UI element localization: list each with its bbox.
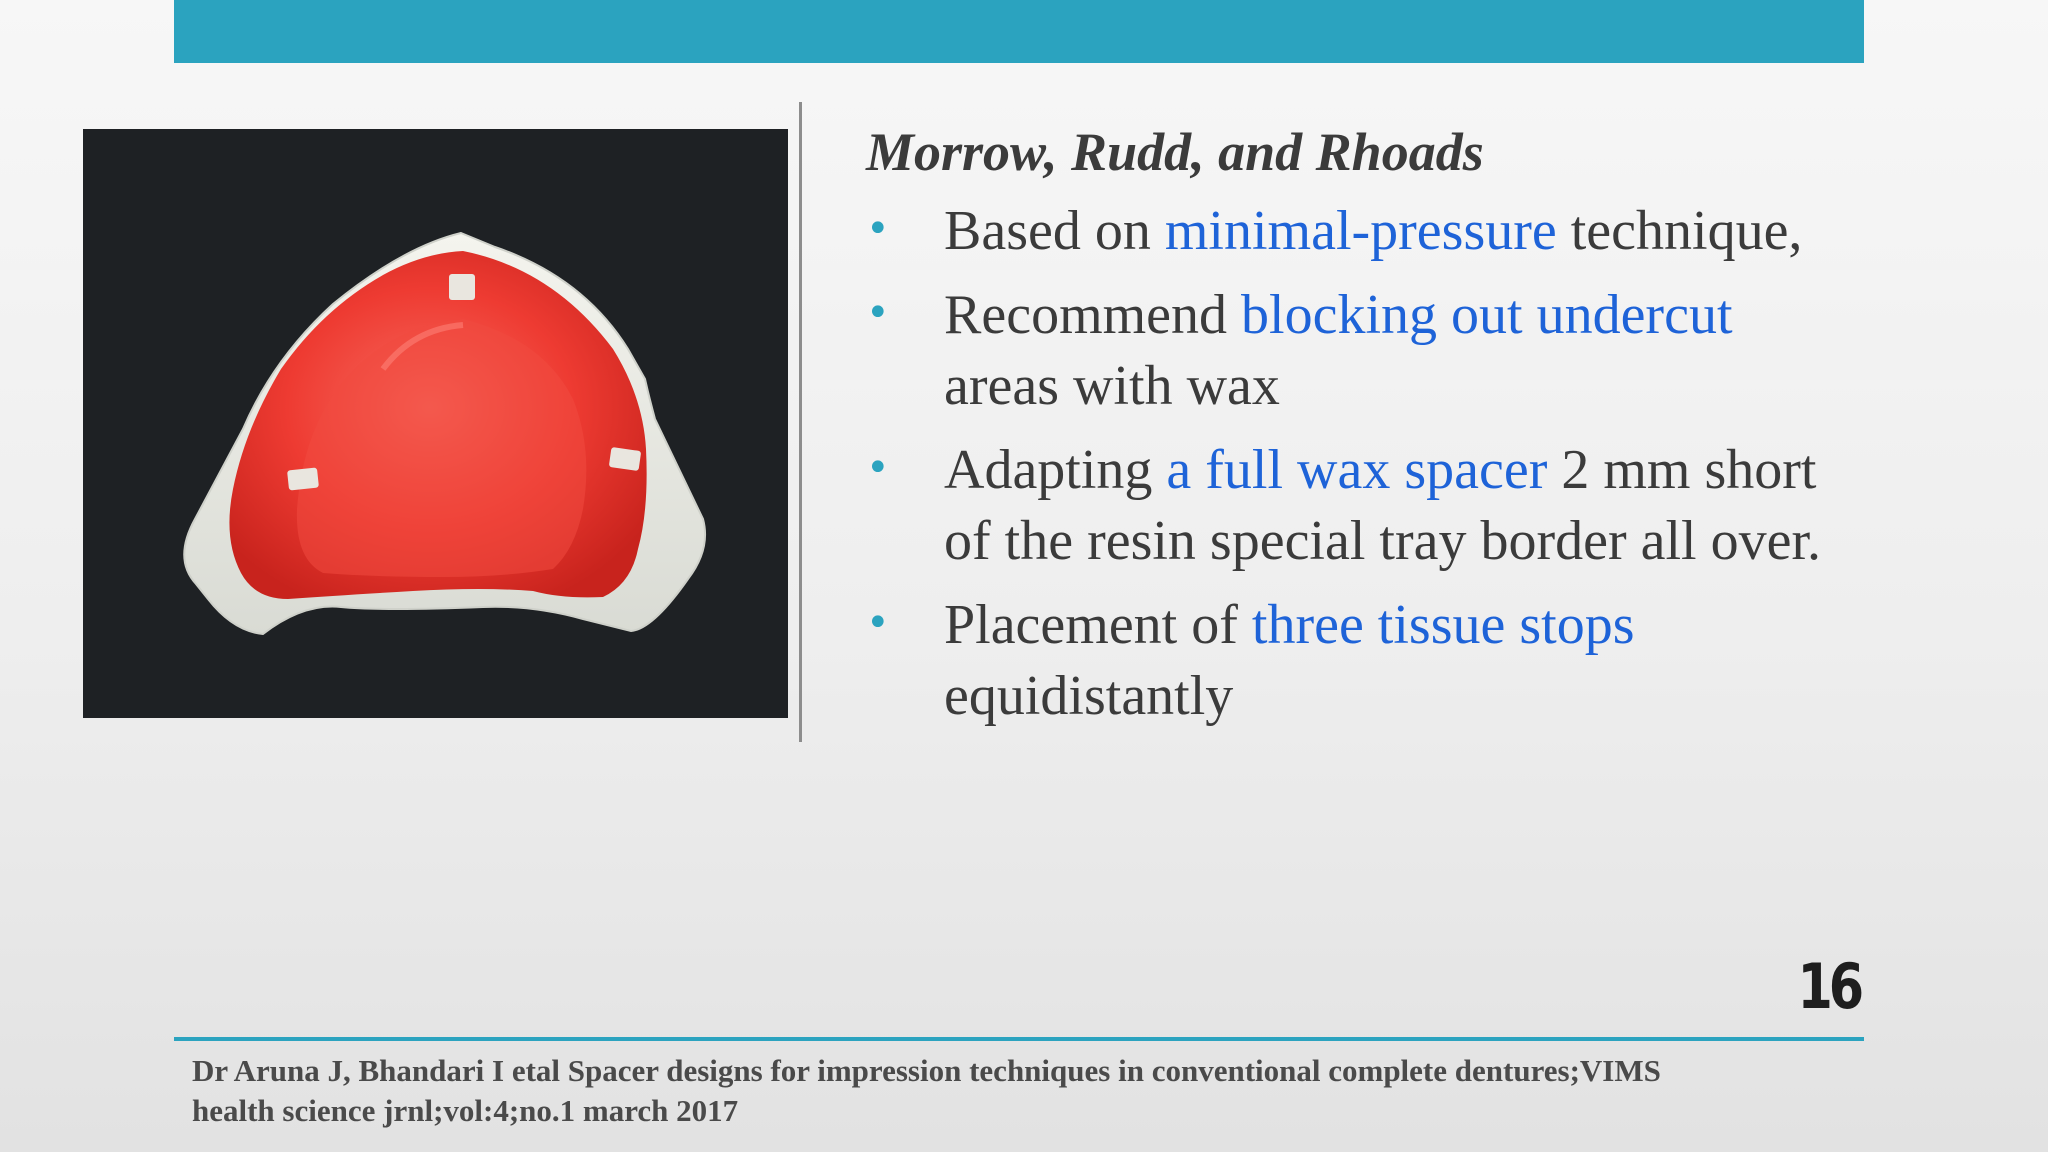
bullet-text: 2 mm short <box>1547 439 1817 501</box>
slide-number: 16 <box>1797 950 1860 1023</box>
bullet-highlight: minimal-pressure <box>1164 200 1557 262</box>
bullet-continuation: of the resin special tray border all over. <box>944 510 1821 572</box>
bullet-highlight: a full wax spacer <box>1166 439 1548 501</box>
bullet-dot-icon: • <box>866 290 890 336</box>
maxillary-cast-illustration <box>83 129 788 718</box>
bullet-dot-icon: • <box>866 600 890 646</box>
bullet-item-4 <box>866 590 2016 732</box>
wax-spacer-photo <box>83 129 788 718</box>
bullet-text: technique, <box>1556 200 1803 262</box>
bullet-text: Based on <box>944 200 1165 262</box>
bullet-dot-icon: • <box>866 206 890 252</box>
bullet-text: Adapting <box>944 439 1167 501</box>
bullet-continuation: equidistantly <box>944 665 1234 727</box>
bullet-highlight: three tissue stops <box>1251 594 1635 656</box>
citation-footer <box>192 1051 1872 1131</box>
bullet-continuation: areas with wax <box>944 355 1280 417</box>
citation-line-1: Dr Aruna J, Bhandari I etal Spacer designs for impression techniques in conventional complete dentures;VIMS <box>192 1053 1661 1088</box>
bullet-dot-icon: • <box>866 445 890 491</box>
slide-content <box>866 118 2016 745</box>
bullet-item-3 <box>866 435 2016 577</box>
citation-line-2: health science jrnl;vol:4;no.1 march 2017 <box>192 1093 739 1128</box>
footer-divider <box>174 1037 1864 1041</box>
tissue-stop-left <box>287 467 319 490</box>
top-accent-bar <box>174 0 1864 63</box>
tissue-stop-anterior <box>449 274 475 300</box>
bullet-highlight: blocking out undercut <box>1241 284 1733 346</box>
vertical-divider <box>799 102 802 742</box>
bullet-item-1 <box>866 196 2016 267</box>
bullet-text: Placement of <box>944 594 1252 656</box>
bullet-text: Recommend <box>944 284 1242 346</box>
bullet-list <box>866 196 2016 732</box>
bullet-item-2 <box>866 280 2016 422</box>
slide-heading: Morrow, Rudd, and Rhoads <box>866 122 1484 182</box>
tissue-stop-right <box>609 447 641 471</box>
